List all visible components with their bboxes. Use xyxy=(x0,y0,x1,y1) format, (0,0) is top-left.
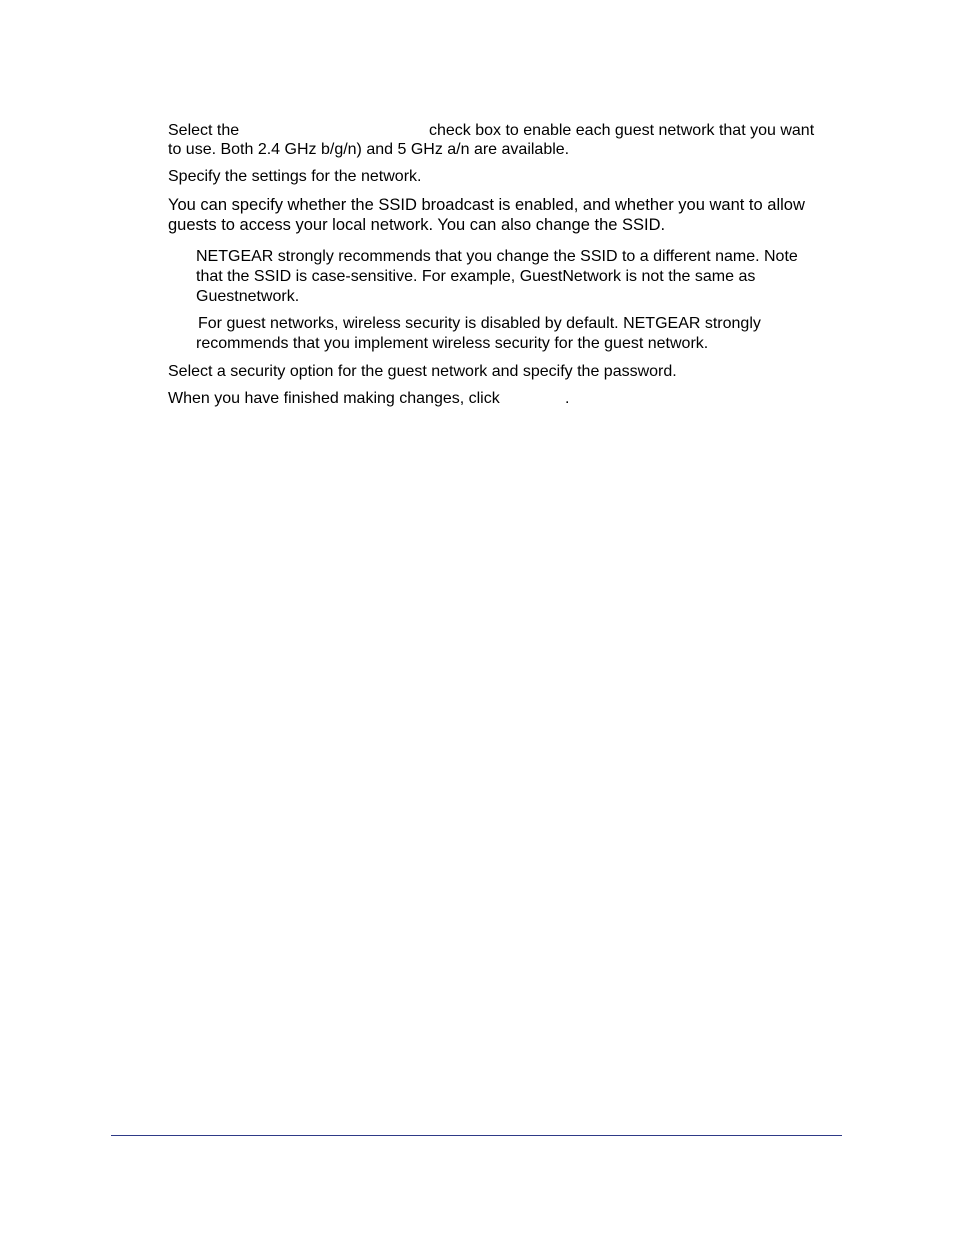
note-ssid-line1: NETGEAR strongly recommends that you change the SSID to a different name. Note xyxy=(196,248,798,265)
step-finish-text: When you have finished making changes, click xyxy=(168,390,500,407)
step-select-checkbox-text-start: Select the xyxy=(168,122,240,139)
note-ssid-line3: Guestnetwork. xyxy=(196,288,300,305)
step-select-checkbox-text-line2: to use. Both 2.4 GHz b/g/n) and 5 GHz a/n are available. xyxy=(168,141,570,158)
note-security-line1: For guest networks, wireless security is disabled by default. NETGEAR strongly xyxy=(198,315,761,332)
step-select-checkbox-text-end: check box to enable each guest network that you want xyxy=(429,122,815,139)
step-finish-period: . xyxy=(565,390,570,407)
ssid-explanation-line1: You can specify whether the SSID broadcast is enabled, and whether you want to allow xyxy=(168,196,805,214)
note-ssid-line2: that the SSID is case-sensitive. For example, GuestNetwork is not the same as xyxy=(196,268,756,285)
note-security-line2: recommends that you implement wireless security for the guest network. xyxy=(196,335,709,352)
footer-divider xyxy=(111,1135,842,1136)
step-select-security: Select a security option for the guest network and specify the password. xyxy=(168,363,677,380)
ssid-explanation-line2: guests to access your local network. You can also change the SSID. xyxy=(168,216,666,234)
step-specify-settings: Specify the settings for the network. xyxy=(168,168,422,185)
